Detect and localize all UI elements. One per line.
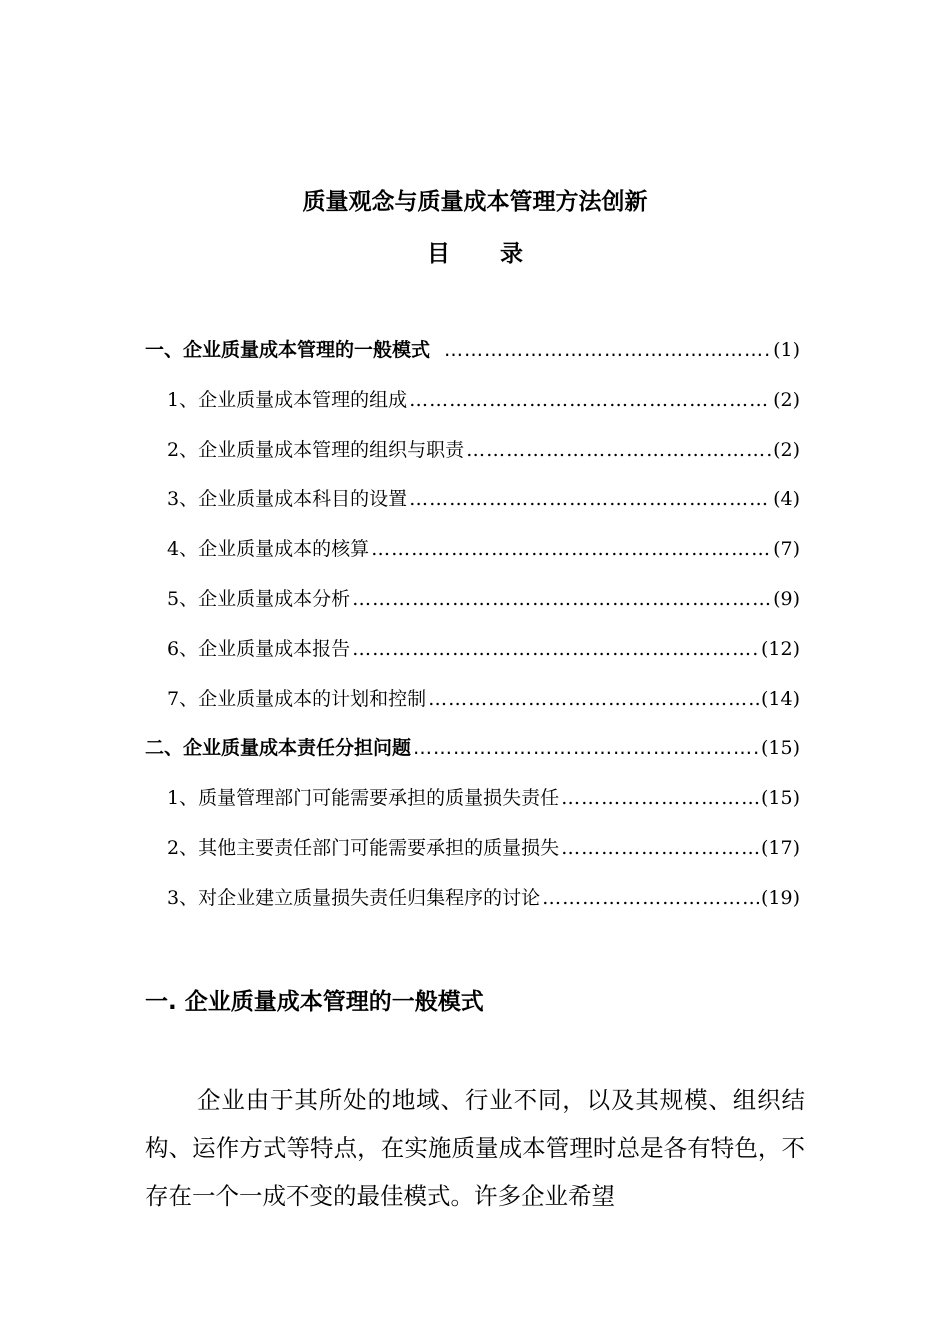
toc-leader-dots: [542, 880, 759, 916]
toc-leader-dots: [561, 780, 759, 816]
toc-entry: [145, 631, 800, 681]
toc-entry-text: 4、企业质量成本的核算: [167, 538, 370, 561]
toc-page-number: (4): [773, 488, 800, 511]
toc-leader-dots: [409, 481, 771, 517]
toc-leader-dots: [444, 332, 771, 368]
document-title: 质量观念与质量成本管理方法创新: [302, 189, 648, 215]
toc-entry: [145, 531, 800, 581]
toc-entry: [145, 432, 800, 482]
toc-entry: [145, 581, 800, 631]
toc-entry-text: 6、企业质量成本报告: [167, 637, 351, 660]
toc-entry-text: 2、企业质量成本管理的组织与职责: [167, 438, 465, 461]
toc-entry: [145, 780, 800, 830]
toc-entry-text: 3、对企业建立质量损失责任归集程序的讨论: [167, 886, 541, 909]
toc-leader-dots: [371, 531, 771, 567]
toc-page-number: (14): [760, 687, 800, 710]
toc-page-number: (15): [760, 737, 800, 760]
toc-page-number: (17): [760, 836, 800, 859]
table-of-contents: [145, 332, 800, 930]
toc-leader-dots: [409, 382, 771, 418]
toc-entry-text: 1、质量管理部门可能需要承担的质量损失责任: [167, 787, 560, 810]
toc-entry-text: 1、企业质量成本管理的组成: [167, 388, 408, 411]
section-heading: 一. 企业质量成本管理的一般模式: [145, 989, 484, 1015]
toc-leader-dots: [466, 432, 771, 468]
toc-page-number: (9): [773, 587, 800, 610]
toc-entry-text: 7、企业质量成本的计划和控制: [167, 687, 427, 710]
toc-page-number: (15): [760, 787, 800, 810]
toc-heading: 目录: [427, 241, 573, 267]
toc-page-number: (1): [773, 339, 800, 361]
toc-entry-text: 5、企业质量成本分析: [167, 587, 351, 610]
toc-entry: [145, 880, 800, 930]
toc-entry: [145, 830, 800, 880]
toc-page-number: (19): [760, 886, 800, 909]
toc-page-number: (12): [760, 637, 800, 660]
toc-entry-text: 2、其他主要责任部门可能需要承担的质量损失: [167, 836, 560, 859]
toc-entry-text: 二、企业质量成本责任分担问题: [145, 737, 412, 760]
toc-leader-dots: [413, 730, 759, 766]
toc-leader-dots: [561, 830, 759, 866]
toc-page-number: (2): [773, 438, 800, 461]
toc-entry: [145, 382, 800, 432]
toc-entry-section-1: [145, 332, 800, 382]
body-paragraph: 企业由于其所处的地域、行业不同，以及其规模、组织结构、运作方式等特点，在实施质量成本管理时总是各有特色，不存在一个一成不变的最佳模式。许多企业希望: [145, 1086, 805, 1210]
toc-leader-dots: [352, 631, 759, 667]
toc-leader-dots: [352, 581, 771, 617]
toc-entry: [145, 481, 800, 531]
toc-entry-text: 3、企业质量成本科目的设置: [167, 488, 408, 511]
toc-leader-dots: [428, 681, 759, 717]
toc-entry: [145, 681, 800, 731]
toc-page-number: (7): [773, 538, 800, 561]
toc-entry-section-2: [145, 730, 800, 780]
toc-entry-text: 一、企业质量成本管理的一般模式: [145, 339, 431, 361]
toc-page-number: (2): [773, 388, 800, 411]
